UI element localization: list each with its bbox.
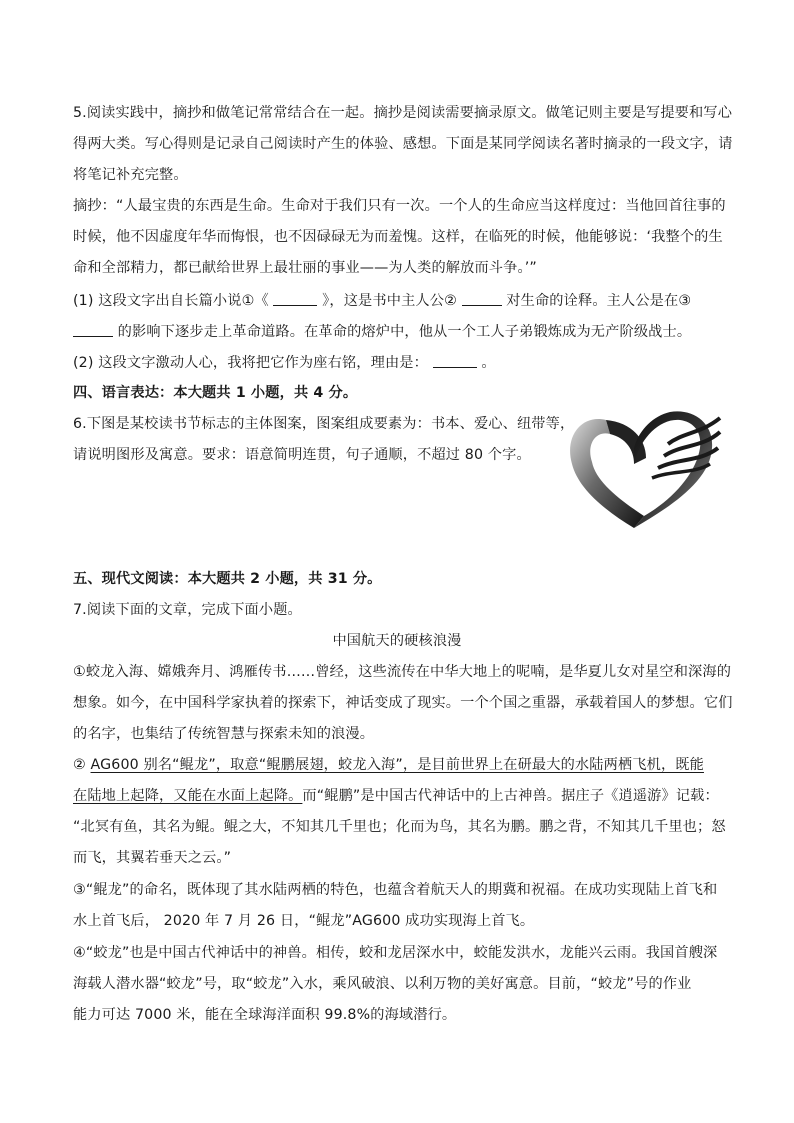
q5-sub1-text-c: 对生命的诠释。主人公是在③	[506, 293, 692, 309]
section-4-heading-text-2: 小题，共	[245, 385, 314, 401]
q5-sub2-text-a: (2) 这段文字激动人心，我将把它作为座右铭，理由是：	[73, 355, 428, 371]
section-5-heading-text-3: 分。	[347, 571, 382, 587]
article-para-4-line-2: 海载人潜水器“蛟龙”号，取“蛟龙”入水，乘风破浪、以利万物的美好寓意。目前，“蛟龙”号的作业	[73, 976, 692, 992]
para-2-number: ②	[73, 757, 91, 773]
article-para-4-line-3: 能力可达 7000 米，能在全球海洋面积 99.8%的海域潜行。	[73, 1007, 457, 1023]
article-para-1-line-1: ①蛟龙入海、嫦娥奔月、鸿雁传书……曾经，这些流传在中华大地上的呢喃，是华夏儿女对星空和深海的	[73, 664, 732, 680]
q5-subquestion-2	[73, 352, 496, 373]
section-4-question-count: 1	[235, 385, 246, 401]
q5-excerpt-line-2: 时候，他不因虚度年华而悔恨，也不因碌碌无为而羞愧。这样，在临死的时候，他能够说：‘我整个的生	[73, 229, 723, 245]
q5-sub2-text-b: 。	[481, 355, 496, 371]
q5-subquestion-1-cont	[73, 321, 691, 342]
section-4-heading	[73, 383, 357, 403]
q5-excerpt-line-1: 摘抄：“人最宝贵的东西是生命。生命对于我们只有一次。一个人的生命应当这样度过：当他回首往事的	[73, 198, 726, 214]
q6-line-2: 请说明图形及寓意。要求：语意简明连贯，句子通顺，不超过 80 个字。	[73, 447, 531, 463]
para-2-text: 而“鲲鹏”是中国古代神话中的上古神兽。据庄子《逍遥游》记载：	[302, 788, 719, 804]
q5-sub1-text-a: (1) 这段文字出自长篇小说①《	[73, 293, 269, 309]
section-5-heading-text: 五、现代文阅读：本大题共	[73, 571, 251, 587]
q5-sub1-text-b: 》，这是书中主人公②	[322, 293, 457, 309]
section-5-heading	[73, 569, 382, 589]
q5-excerpt-line-3: 命和全部精力，都已献给世界上最壮丽的事业——为人类的解放而斗争。’”	[73, 260, 537, 276]
article-para-1-line-3: 的名字，也集结了传统智慧与探索未知的浪漫。	[73, 726, 375, 742]
article-para-1-line-2: 想象。如今，在中国科学家执着的探索下，神话变成了现实。一个个国之重器，承载着国人的梦想。它们	[73, 695, 733, 711]
para-2-underlined-text-2: 在陆地上起降，又能在水面上起降。	[73, 788, 303, 804]
answer-blank-4[interactable]	[433, 352, 477, 368]
q7-instruction: 7.阅读下面的文章，完成下面小题。	[73, 602, 302, 618]
q6-line-1: 6.下图是某校读书节标志的主体图案，图案组成要素为：书本、爱心、纽带等，	[73, 416, 575, 432]
article-title: 中国航天的硬核浪漫	[332, 633, 462, 649]
q5-subquestion-1	[73, 290, 691, 311]
q5-sub1-text-d: 的影响下逐步走上革命道路。在革命的熔炉中，他从一个工人子弟锻炼成为无产阶级战士。	[117, 324, 692, 340]
section-4-score: 4	[313, 385, 324, 401]
q5-intro-line-2: 得两大类。写心得则是记录自己阅读时产生的体验、感想。下面是某同学阅读名著时摘录的一段文字，请	[73, 136, 733, 152]
reading-festival-logo-icon	[560, 408, 722, 532]
para-2-underlined-text: AG600 别名“鲲龙”，取意“鲲鹏展翅，蛟龙入海”，是目前世界上在研最大的水陆两栖飞机，既能	[90, 757, 704, 773]
article-para-3-line-2: 水上首飞后， 2020 年 7 月 26 日，“鲲龙”AG600 成功实现海上首飞。	[73, 913, 535, 929]
section-4-heading-text: 四、语言表达：本大题共	[73, 385, 236, 401]
answer-blank-1[interactable]	[273, 290, 317, 306]
article-para-2-line-1	[73, 755, 704, 775]
article-para-4-line-1: ④“蛟龙”也是中国古代神话中的神兽。相传，蛟和龙居深水中，蛟能发洪水，龙能兴云雨。我国首艘深	[73, 945, 718, 961]
article-para-2-line-2	[73, 786, 719, 806]
section-5-question-count: 2	[250, 571, 261, 587]
article-para-3-line-1: ③“鲲龙”的命名，既体现了其水陆两栖的特色，也蕴含着航天人的期冀和祝福。在成功实现陆上首飞和	[73, 882, 718, 898]
answer-blank-2[interactable]	[462, 290, 502, 306]
answer-blank-3[interactable]	[73, 321, 113, 337]
q5-intro-line-1: 5.阅读实践中，摘抄和做笔记常常结合在一起。摘抄是阅读需要摘录原文。做笔记则主要是写提要和写心	[73, 105, 733, 121]
section-5-heading-text-2: 小题，共	[260, 571, 328, 587]
article-para-2-line-3: “北冥有鱼，其名为鲲。鲲之大，不知其几千里也；化而为鸟，其名为鹏。鹏之背，不知其几千里也；怒	[73, 819, 726, 835]
section-4-heading-text-3: 分。	[323, 385, 358, 401]
article-para-2-line-4: 而飞，其翼若垂天之云。”	[73, 850, 232, 866]
q5-intro-line-3: 将笔记补充完整。	[73, 167, 188, 183]
section-5-score: 31	[327, 571, 348, 587]
